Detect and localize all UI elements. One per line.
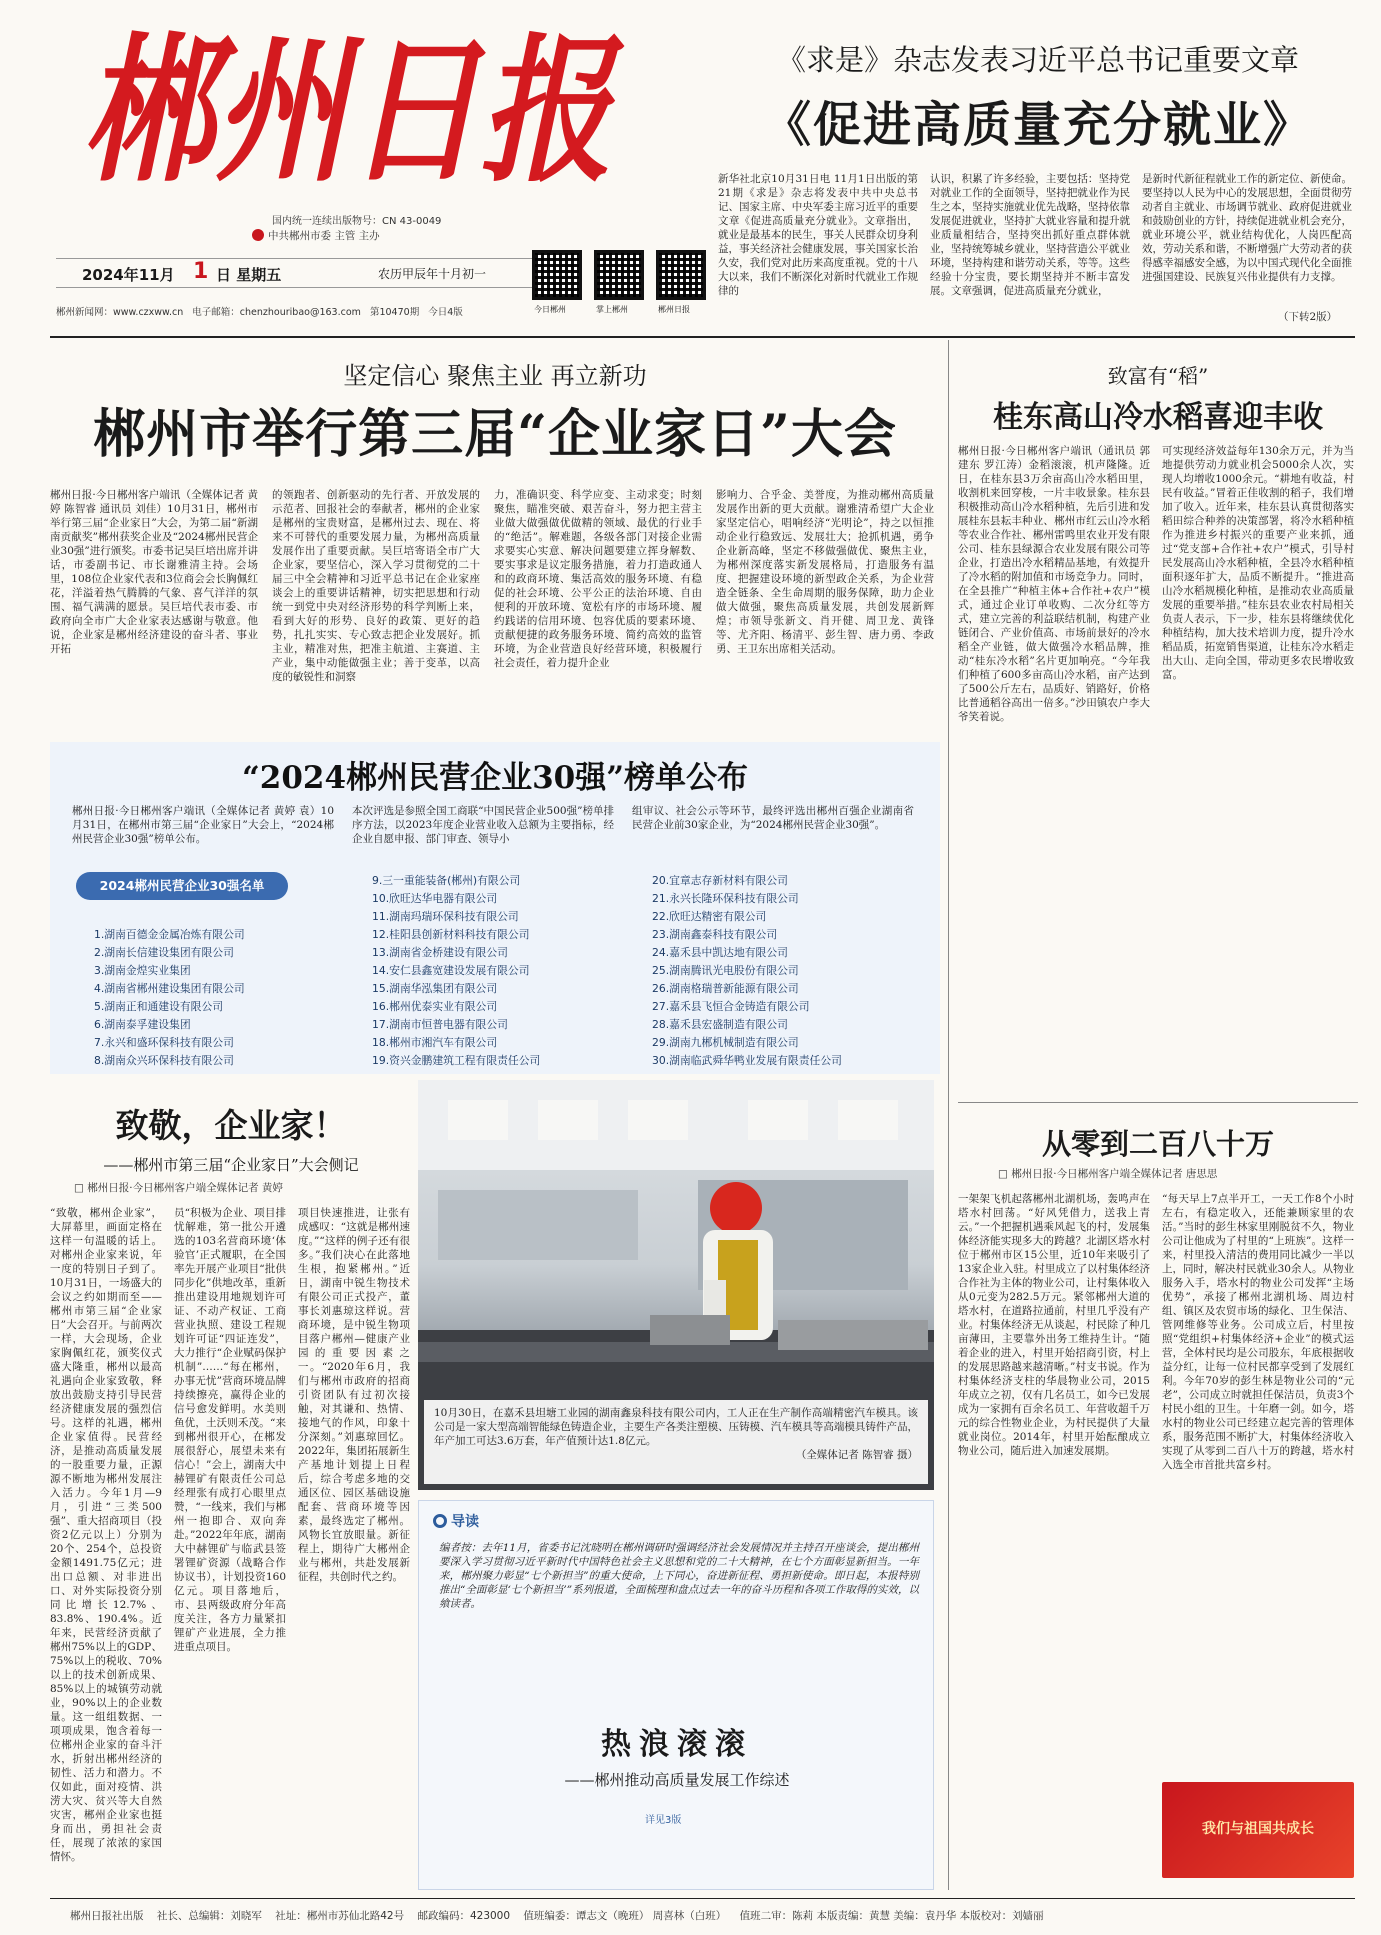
rice-col-2: 可实现经济效益每年130余万元，并为当地提供劳动力就业机会5000余人次，实现人均增收1000余元。“耕地有收益，村民有收益。”冒着正佳收割的稻子，我们增加了收入。近年来，桂东县认真贯彻落实稻田综合种养的决策部署，将冷水稻种植作为推进乡村振兴的重要产业来抓，通过“党支部+合作社+农户”模式，引导村民发展高山冷水稻种植，全县冷水稻种植面积逐年扩大，品质不断提升。“推进高山冷水稻规模化种植，是推动农业高质量发展的重要举措。”桂东县农业农村局相关负责人表示，下一步，桂东县将继续优化种植结构，加大技术培训力度，提升冷水稻品质，拓宽销售渠道，让桂东冷水稻走出大山、走向全国，带动更多农民增收致富。 bbox=[1162, 445, 1354, 681]
guide-label bbox=[433, 1511, 479, 1531]
date-year-month: 2024年11月 bbox=[82, 266, 175, 284]
right-column-divider bbox=[948, 340, 949, 1890]
anniversary-badge bbox=[1162, 1782, 1354, 1878]
website: 郴州新闻网：www.czxww.cn bbox=[56, 307, 184, 318]
lead-col-3: 是新时代新征程就业工作的新定位、新使命。要坚持以人民为中心的发展思想，全面贯彻劳动者自主就业、市场调节就业、政府促进就业和鼓励创业的方针，持续促进就业机会充分，就业环境公平，就业结构优化，人岗匹配高效，劳动关系和谐，不断增强广大劳动者的获得感幸福感安全感，为以中国式现代化全面推进强国建设、民族复兴伟业提供有力支撑。 bbox=[1142, 173, 1352, 283]
list-item: 8.湖南众兴环保科技有限公司 bbox=[94, 1054, 234, 1067]
feature-col-2: 员“积极为企业、项目排忧解难，第一批公开遴选的103名营商环境‘体验官’正式履职，在全国率先开展产业项目“批供同步化”供地改革，重新推出建设用地规划许可证、不动产权证、工商营业执照、建设工程规划许可证“四证连发”，大力推行“企业赋码保护机制”……“每在郴州，办事无忧”营商环境品牌持续擦亮，赢得企业的信号愈发鲜明。水美则鱼优，土沃则禾茂。“来到郴州很开心，在郴发展很舒心，展望未来有信心！”会上，湖南大中赫锂矿有限责任公司总经理张有成打心眼里点赞，“一线来，我们与郴州一抱即合、双向奔赴。”2022年年底，湖南大中赫锂矿与临武县签署锂矿资源（战略合作协议书），计划投资160亿元。项目落地后，市、县两级政府分年高度关注，各方力量紧扣锂矿产业进展，全力推进重点项目。 bbox=[174, 1207, 286, 1653]
lunar-date: 农历甲辰年十月初一 bbox=[378, 267, 487, 281]
sponsor: 中共郴州市委 主管 主办 bbox=[268, 230, 380, 242]
list-item: 20.宜章志存新材料有限公司 bbox=[652, 874, 788, 887]
rice-story bbox=[958, 340, 1358, 1100]
main-col-2: 的领跑者、创新驱动的先行者、开放发展的示范者、回报社会的奉献者，郴州的企业家是郴州的宝贵财富，是郴州过去、现在、将来不可替代的重要发展力量，为郴州高质量发展作出了重要贡献。吴巨培寄语全市广大企业家，要坚信心，深入学习贯彻党的二十届三中全会精神和习近平总书记在企业家座谈会上的重要讲话精神，切实把思想和行动统一到党中央对经济形势的科学判断上来，看到大好的形势、良好的政策、更好的趋势，扎扎实实、专心致志把企业发展好。抓主业，精准对焦，把准主航道、主赛道、主产业，集中动能做强主业；善于变革，以高度的敏锐性和洞察 bbox=[272, 489, 480, 683]
top30-list-col-2 bbox=[372, 872, 642, 1070]
photo-caption: 10月30日，在嘉禾县坦塘工业园的湖南鑫泉科技有限公司内，工人正在生产制作高端精密汽车模具。该公司是一家大型高端智能绿色铸造企业，主要生产各类注塑模、压铸模、汽车模具等高端模具铸件产品，年产加工可达3.6万套，年产值预计达1.8亿元。 bbox=[434, 1407, 918, 1447]
date-bar bbox=[56, 258, 536, 288]
email: 电子邮箱：chenzhouribao@163.com bbox=[192, 307, 361, 318]
qr-label-1: 今日郴州 bbox=[534, 305, 566, 314]
qr-code-3 bbox=[656, 250, 706, 300]
list-item: 17.湖南市恒普电器有限公司 bbox=[372, 1018, 508, 1031]
guide-bullet-icon bbox=[433, 1514, 447, 1528]
footer-address: 社址：郴州市苏仙北路42号 bbox=[275, 1910, 405, 1922]
qr-code-2 bbox=[594, 250, 644, 300]
list-item: 19.资兴金鹏建筑工程有限责任公司 bbox=[372, 1054, 541, 1067]
list-item: 26.湖南格瑞普新能源有限公司 bbox=[652, 982, 799, 995]
lead-jump: （下转2版） bbox=[1278, 311, 1338, 323]
rice-kicker: 致富有“稻” bbox=[1107, 364, 1209, 388]
village-col-2: “每天早上7点半开工，一天工作8个小时左右，有稳定收入，还能兼顾家里的农活。”当时的彭生林家里刚脱贫不久，物业公司让他成为了村里的“上班族”。这样一来，村里投入清洁的费用同比减少一半以上，同时，解决村民就业30余人。从物业服务入手，塔水村的物业公司发挥“主场优势”，承接了郴州北湖机场、周边村组、镇区及农贸市场的绿化、卫生保洁、管网维修等业务。公司成立后，村里按照“党组织+村集体经济+企业”的模式运营，全体村民均是公司股东，年底根据收益分红，让每一位村民都享受到了发展红利。今年70岁的彭生林是物业公司的“元老”，公司成立时就担任保洁员，负责3个村民小组的卫生。十年磨一剑。如今，塔水村的物业公司已经建立起完善的管理体系，服务范围不断扩大，村集体经济收入实现了从零到二百八十万的跨越，塔水村入选全市首批共富乡村。 bbox=[1162, 1193, 1354, 1471]
list-item: 16.郴州优泰实业有限公司 bbox=[372, 1000, 498, 1013]
list-item: 6.湖南泰孚建设集团 bbox=[94, 1018, 191, 1031]
main-col-1: 郴州日报·今日郴州客户端讯（全媒体记者 黄婷 陈智睿 通讯员 刘佳）10月31日，郴州市举行第三届“企业家日”大会，为第二届“新湖南贡献奖”郴州获奖企业及“2024郴州民营企业30强”进行颁奖。市委书记吴巨培出席并讲话，市委副书记、市长谢雅清主持。会场里，108位企业家代表和3位商会会长胸佩红花，洋溢着热气腾腾的气象、喜气洋洋的氛围、福气满满的愿景。吴巨培代表市委、市政府向全市广大企业家表达感谢与敬意。他说，企业家是郴州经济建设的奋斗者、事业开拓 bbox=[50, 489, 258, 655]
feature-col-1: “致敬，郴州企业家”，大屏幕里，画面定格在这样一句温暖的话上。对郴州企业家来说，年一度的特别日子到了。10月31日，一场盛大的会议之约如期而至——郴州市第三届“企业家日”大会召开。与前两次一样，大会现场，企业家胸佩红花，颁奖仪式盛大隆重，郴州以最高礼遇向企业家致敬，释放出鼓励支持引导民营经济健康发展的强烈信号。这样的礼遇，郴州企业家值得。民营经济，是推动高质量发展的一股重要力量，正源源不断地为郴州发展注入活力。今年1月—9月，引进“三类500强”、重大招商项目（投资2亿元以上）分别为20个、254个，总投资金额1491.75亿元；进出口总额、对非进出口、对外实际投资分别同比增长12.7%、83.8%、190.4%。近年来，民营经济贡献了郴州75%以上的GDP、75%以上的税收、70%以上的技术创新成果、85%以上的城镇劳动就业，90%以上的企业数量。这一组组数据、一项项成果，饱含着每一位郴州企业家的奋斗汗水，折射出郴州经济的韧性、活力和潜力。不仅如此，面对疫情、洪涝大灾、贫兴等大自然灾害，郴州企业家也挺身而出，勇担社会责任，展现了浓浓的家国情怀。 bbox=[50, 1207, 162, 1863]
list-item: 13.湖南省金桥建设有限公司 bbox=[372, 946, 508, 959]
guide-label-text: 导读 bbox=[451, 1514, 479, 1530]
village-col-1: 一架架飞机起落郴州北湖机场，轰鸣声在塔水村回荡。“好风凭借力，送我上青云。”一个把握机遇乘风起飞的村，发展集体经济能实现多大的跨越？北湖区塔水村位于郴州市区15公里，近10年来吸引了13家企业入驻。村里成立了以村集体经济合作社为主体的物业公司，让村集体收入从0元变为282.5万元。紧邻郴州大道的塔水村，在道路拉通前，村里几乎没有产业。村集体经济无从谈起，村民除了种几亩薄田，主要靠外出务工维持生计。“随着企业的进入，村里开始招商引资，村上的发展思路越来越清晰。”村支书说。作为村集体经济支柱的华晨物业公司，2015年成立之初，仅有几名员工，如今已发展成为一家拥有百余名员工、年营收超千万元的综合性物业企业，为村民提供了大量就业岗位。2014年，村里开始酝酿成立物业公司，随后进入加速发展期。 bbox=[958, 1193, 1150, 1457]
rice-col-1: 郴州日报·今日郴州客户端讯（通讯员 郭建东 罗江涛）金稻滚滚，机声隆隆。近日，在桂东县3万余亩高山冷水稻田里，收割机来回穿梭，一片丰收景象。桂东县积极推动高山冷水稻种植，先后引进和发展桂东县耘丰种业、郴州市红云山冷水稻等农业合作社、郴州雷鸣里农业开发有限公司、桂东县绿源合农业发展有限公司等企业，打造出冷水稻精品基地，有效提升了冷水稻的附加值和市场竞争力。同时，在全县推广“种植主体+合作社+农户”模式，通过企业订单收购、二次分红等方式，建立完善的利益联结机制，构建产业链闭合、产业价值高、市场前景好的冷水稻全产业链，做大做强冷水稻品牌，推动“桂东冷水稻”名片更加响亮。“今年我们种植了600多亩高山冷水稻，亩产达到了500公斤左右，品质好、销路好，价格比普通稻谷高出一倍多。”沙田镇农户李大爷笑着说。 bbox=[958, 445, 1150, 723]
qr-label-2: 掌上郴州 bbox=[596, 305, 628, 314]
guide-box bbox=[418, 1500, 934, 1890]
top30-title: “2024郴州民营企业30强”榜单公布 bbox=[241, 760, 749, 796]
top30-intro-3: 组审议、社会公示等环节，最终评选出郴州百强企业湖南省民营企业前30家企业，为“2024郴州民营企业30强”。 bbox=[632, 805, 914, 831]
footer-editors: 值班编委：谭志文（晚班） 周喜林（白班） bbox=[523, 1910, 727, 1922]
top30-badge: 2024郴州民营企业30强名单 bbox=[76, 872, 288, 900]
list-item: 14.安仁县鑫宽建设发展有限公司 bbox=[372, 964, 530, 977]
masthead-info-line bbox=[56, 304, 463, 318]
issn: 国内统一连续出版物号：CN 43-0049 bbox=[272, 216, 442, 227]
lead-col-2: 认识，积累了许多经验，主要包括：坚持党对就业工作的全面领导，坚持把就业作为民生之本，坚持实施就业优先战略，坚持依靠发展促进就业，坚持扩大就业容量和提升就业质量相结合，坚持突出抓好重点群体就业，坚持统筹城乡就业，坚持营造公平就业环境，坚持构建和谐劳动关系，等等。这些经验十分宝贵，要长期坚持并不断丰富发展。文章强调，促进高质量充分就业， bbox=[930, 173, 1130, 297]
list-item: 27.嘉禾县飞恒合金铸造有限公司 bbox=[652, 1000, 810, 1013]
village-story bbox=[958, 1104, 1358, 1894]
list-item: 12.桂阳县创新材料科技有限公司 bbox=[372, 928, 530, 941]
top30-intro-2: 本次评选是参照全国工商联“中国民营企业500强”榜单排序方法，以2023年度企业营业收入总额为主要指标，经企业自愿申报、部门审查、领导小 bbox=[352, 805, 614, 845]
date-day: 1 bbox=[193, 259, 209, 284]
photo-credit: （全媒体记者 陈智睿 摄） bbox=[795, 1449, 918, 1461]
list-item: 11.湖南玛瑞环保科技有限公司 bbox=[372, 910, 519, 923]
lead-col-1: 新华社北京10月31日电 11月1日出版的第21期《求是》杂志将发表中共中央总书记、国家主席、中央军委主席习近平的重要文章《促进高质量充分就业》。文章指出，就业是最基本的民生，事关人民群众切身利益，事关经济社会健康发展，事关国家长治久安，我们党对此历来高度重视。党的十八大以来，我们不断深化对新时代就业工作规律的 bbox=[718, 173, 918, 297]
footer-rule bbox=[50, 1898, 1355, 1899]
photo-caption-box bbox=[424, 1400, 928, 1484]
guide-text: 编者按：去年11月，省委书记沈晓明在郴州调研时强调经济社会发展情况并主持召开座谈会，提出郴州要深入学习贯彻习近平新时代中国特色社会主义思想和党的二十大精神，在七个方面彰显新担当。一年来，郴州聚力彰显“七个新担当”的重大使命，上下同心，奋进新征程、勇担新使命。即日起，本报特别推出“全面彰显‘七个新担当’”系列报道，全面梳理和盘点过去一年的奋斗历程和各项工作取得的实效，以飨读者。 bbox=[439, 1542, 919, 1610]
guide-headline: 热浪滚滚 bbox=[601, 1727, 753, 1762]
guide-subheadline: ——郴州推动高质量发展工作综述 bbox=[564, 1771, 790, 1789]
list-item: 7.永兴和盛环保科技有限公司 bbox=[94, 1036, 234, 1049]
main-story bbox=[50, 340, 940, 740]
footer bbox=[70, 1908, 1355, 1923]
list-item: 10.欣旺达华电器有限公司 bbox=[372, 892, 498, 905]
guide-jump[interactable]: 详见3版 bbox=[645, 1815, 682, 1826]
rice-title: 桂东高山冷水稻喜迎丰收 bbox=[993, 400, 1323, 435]
party-emblem-icon bbox=[252, 229, 264, 241]
list-item: 23.湖南鑫泰科技有限公司 bbox=[652, 928, 778, 941]
issue-number: 第10470期 bbox=[369, 307, 420, 318]
list-item: 24.嘉禾县中凯达地有限公司 bbox=[652, 946, 788, 959]
list-item: 18.郴州市湘汽车有限公司 bbox=[372, 1036, 498, 1049]
top30-list-col-3 bbox=[652, 872, 937, 1070]
main-col-3: 力，准确识变、科学应变、主动求变；时刻聚焦，瞄准突破、艰苦奋斗，努力把主营主业做大做强做优做精的领域、最优的行业手的“绝活”。解难题，各级各部门对接企业需求要实心实意、解决问题要建立挥身解数、要实事求是议定服务措施，着力打造政通人和的政商环境、集活高效的服务环境、有稳促的社会环境、公平公正的法治环境、自由便利的开放环境、宽松有序的市场环境、履约践诺的信用环境、包容优质的要素环境、贡献便捷的政务服务环境、简约高效的监管环境，为企业营造良好经营环境，积极履行社会责任，着力提升企业 bbox=[494, 489, 702, 669]
list-item: 29.湖南九郴机械制造有限公司 bbox=[652, 1036, 799, 1049]
list-item: 9.三一重能装备(郴州)有限公司 bbox=[372, 874, 521, 887]
main-title: 郴州市举行第三届“企业家日”大会 bbox=[93, 404, 897, 465]
masthead-logo bbox=[78, 16, 625, 204]
list-item: 21.永兴长隆环保科技有限公司 bbox=[652, 892, 799, 905]
feature-subtitle: ——郴州市第三届“企业家日”大会侧记 bbox=[103, 1156, 359, 1174]
village-byline: □ 郴州日报·今日郴州客户端全媒体记者 唐思思 bbox=[998, 1168, 1218, 1180]
list-item: 4.湖南省郴州建设集团有限公司 bbox=[94, 982, 245, 995]
feature-title: 致敬，企业家！ bbox=[115, 1106, 347, 1145]
top30-list-col-1 bbox=[94, 926, 334, 1070]
main-kicker: 坚定信心 聚焦主业 再立新功 bbox=[343, 362, 647, 390]
feature-story bbox=[50, 1086, 412, 1894]
factory-photo bbox=[418, 1080, 934, 1490]
lead-story bbox=[718, 0, 1358, 335]
top30-section bbox=[50, 742, 940, 1074]
list-item: 3.湖南金煌实业集团 bbox=[94, 964, 191, 977]
anniversary-badge-text: 我们与祖国共成长 bbox=[1202, 1821, 1314, 1837]
lead-title: 《促进高质量充分就业》 bbox=[762, 97, 1313, 153]
feature-col-3: 项目快速推进，让张有成感叹：“这就是郴州速度。”“这样的例子还有很多。”我们决心在此落地生根，抱紧郴州。”近日，湖南中锐生物技术有限公司正式投产，董事长刘惠琼这样说。营商环境，是中锐生物项目落户郴州—健康产业园的重要因素之一。“2020年6月，我们与郴州市政府的招商引资团队有过初次接触，对其谦和、热情、接地气的作风，印象十分深刻。”刘惠琼回忆。2022年，集团拓展新生产基地计划提上日程后，综合考虑多地的交通区位、园区基础设施配套、营商环境等因素，最终选定了郴州。风物长宜放眼量。新征程上，期待广大郴州企业与郴州，共赴发展新征程，共创时代之约。 bbox=[298, 1207, 410, 1583]
lead-kicker: 《求是》杂志发表习近平总书记重要文章 bbox=[776, 43, 1299, 77]
list-item: 30.湖南临武舜华鸭业发展有限责任公司 bbox=[652, 1054, 842, 1067]
footer-publisher: 郴州日报社出版 bbox=[70, 1910, 144, 1922]
list-item: 28.嘉禾县宏盛制造有限公司 bbox=[652, 1018, 788, 1031]
footer-leaders: 社长、总编辑：刘晓军 bbox=[156, 1910, 262, 1922]
date-weekday: 日 星期五 bbox=[216, 266, 282, 284]
qr-code-1 bbox=[532, 250, 582, 300]
sponsor-line bbox=[252, 228, 380, 243]
list-item: 22.欣旺达精密有限公司 bbox=[652, 910, 767, 923]
footer-duty: 值班二审：陈莉 本版责编：黄慧 美编：袁丹华 本版校对：刘嫱丽 bbox=[739, 1910, 1044, 1922]
qr-label-3: 郴州日报 bbox=[658, 305, 690, 314]
list-item: 2.湖南长信建设集团有限公司 bbox=[94, 946, 234, 959]
page-count: 今日4版 bbox=[428, 307, 463, 318]
village-title: 从零到二百八十万 bbox=[1041, 1127, 1274, 1161]
rice-divider bbox=[958, 1102, 1358, 1103]
feature-byline: □ 郴州日报·今日郴州客户端全媒体记者 黄婷 bbox=[74, 1182, 283, 1194]
list-item: 5.湖南正和通建设有限公司 bbox=[94, 1000, 224, 1013]
top30-intro-1: 郴州日报·今日郴州客户端讯（全媒体记者 黄婷 袁）10月31日，在郴州市第三届“企业家日”大会上，“2024郴州民营企业30强”榜单公布。 bbox=[72, 805, 334, 845]
masthead-title: 郴州日报 bbox=[82, 19, 625, 204]
list-item: 25.湖南腾讯光电股份有限公司 bbox=[652, 964, 799, 977]
main-col-4: 影响力、合乎金、美誉度，为推动郴州高质量发展作出新的更大贡献。谢雅清希望广大企业家坚定信心，唱响经济“光明论”，持之以恒推动企业行稳致远、发展壮大；抢抓机遇，勇争企业新高峰，坚定不移做强做优、聚焦主业，为郴州深度落实新发展格局，打造服务有温度、把握建设环境的新型政企关系，为企业营造全链条、全生命周期的服务保障，助力企业做大做强，聚焦高质量发展，共创发展新辉煌；市领导张新文、肖开健、周卫龙、黄锋等、尤齐阳、杨清平、彭生智、唐力勇、李政勇、王卫东出席相关活动。 bbox=[716, 489, 934, 655]
footer-postcode: 邮政编码：423000 bbox=[417, 1910, 511, 1922]
masthead-divider bbox=[50, 336, 1355, 338]
list-item: 15.湖南华泓集团有限公司 bbox=[372, 982, 498, 995]
list-item: 1.湖南百德金金属冶炼有限公司 bbox=[94, 928, 245, 941]
